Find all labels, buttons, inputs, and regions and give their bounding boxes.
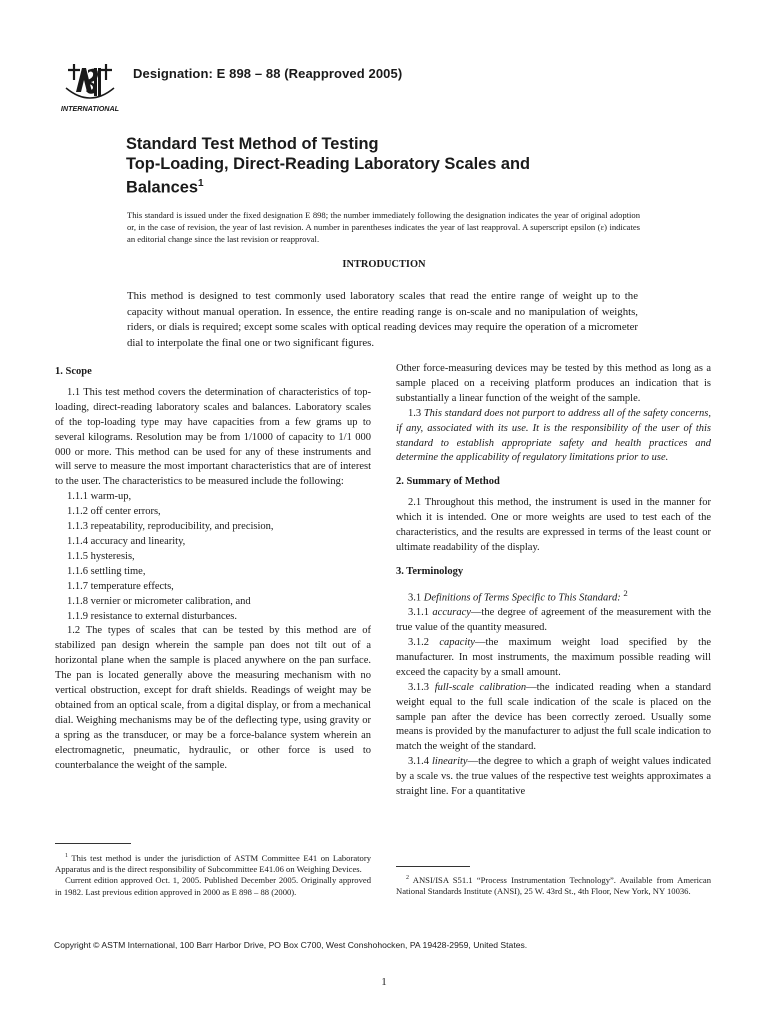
copyright-notice: Copyright © ASTM International, 100 Barr Harbor Drive, PO Box C700, West Conshohocken, PA 19428-2959, United States. [54,940,528,950]
issued-note: This standard is issued under the fixed designation E 898; the number immediately following the designation indicates the year of original adoption or, in the case of revision, the year of last revision. A number in parentheses indicates the year of last reapproval. A superscript epsilon (ε) indicates an editorial change since the last revision or reapproval. [127,210,640,244]
definition-accuracy: 3.1.1 accuracy—the degree of agreement of the measurement with the true value of the quantity measured. [396,607,712,634]
summary-heading: 2. Summary of Method [396,476,500,488]
definition-capacity: 3.1.2 capacity—the maximum weight load specified by the manufacturer. In most instruments, the maximum possible reading will exceed the capacity by a small amount. [396,637,711,678]
summary-para-2-1: 2.1 Throughout this method, the instrument is used in the manner for which it is intended. One or more weights are used to test each of the characteristics, and the results are expressed in terms of the least count or ultimate readability of the display. [396,497,711,553]
designation: Designation: E 898 – 88 (Reapproved 2005) [133,66,403,81]
title-line-3: Balances$^1$ [126,178,204,197]
footnote-rule-left [55,843,131,844]
scope-item: 1.1.6 settling time, [67,565,146,577]
scope-item: 1.1.2 off center errors, [67,506,161,518]
footnote-rule-right [396,866,470,867]
footnote-2: $^2$ ANSI/ISA S51.1 “Process Instrumentation Technology”. Available from American National Standards Institute (ANSI), 25 W. 43rd St., 4th Floor, New York, NY 10036. [396,874,711,897]
scope-item: 1.1.7 temperature effects, [67,580,174,592]
footnote-1: $^1$ This test method is under the jurisdiction of ASTM Committee E41 on Laboratory Apparatus and is the direct responsibility of Subcommittee E41.06 on Weighing Devices. Current edition approved Oct. 1, 2005. Published December 2005. Originally approved in 1982. Last previous edition approved in 2000 as E 898 – 88 (2000). [55,852,371,897]
scope-item: 1.1.5 hysteresis, [67,550,135,562]
introduction-text: This method is designed to test commonly used laboratory scales that read the entire range of weight up to the capacity without manual operation. In essence, the entire reading range is on-scale and no manipulation of weights, riders, or dials is required; except some scales with optical reading devices may require the operation of a micrometer dial to interpolate the final one or two significant figures. [127,290,638,349]
scope-item: 1.1.8 vernier or micrometer calibration, and [67,595,251,607]
document-title [126,134,686,197]
scope-item: 1.1.3 repeatability, reproducibility, and precision, [67,521,274,533]
definition-linearity: 3.1.4 linearity—the degree to which a graph of weight values indicated by a scale vs. the true values of the respective test weights approximates a straight line. For a quantitative [396,756,711,798]
astm-letters [76,68,101,96]
terminology-heading: 3. Terminology [396,565,464,577]
title-line-1: Standard Test Method of Testing [126,135,379,153]
scope-heading: 1. Scope [55,366,92,377]
introduction-heading: INTRODUCTION [342,259,426,270]
scope-para-1-3: 1.3 This standard does not purport to address all of the safety concerns, if any, associated with its use. It is the responsibility of the user of this standard to establish appropriate safety and health practices and determine the applicability of regulatory limitations prior to use. [396,407,712,464]
scope-item: 1.1.9 resistance to external disturbances. [67,610,237,622]
scope-item: 1.1.4 accuracy and linearity, [67,535,186,547]
scope-para-1-2: 1.2 The types of scales that can be tested by this method are of stabilized pan design wherein the sample pan does not tilt out of a horizontal plane when the sample is placed anywhere on the pan surface. The pan is located generally above the measuring mechanism with no vertical obstruction, except for draft shields. Readings of weight may be obtained from an optical scale, from a digital display, or from a mechanical dial. Weighing mechanisms may be of the deflecting type, using gravity or a spring as the transducer, or may be a force-balance system wherein an electromagnetic, pneumatic, hydraulic, or other force is used to counterbalance the weight of the sample. [55,625,371,771]
title-footnote-mark: 1 [197,178,204,189]
right-column [396,362,711,800]
page-number: 1 [381,976,387,988]
scope-para-1-1: 1.1 This test method covers the determination of characteristics of top-loading, direct-reading laboratory scales and balances. Laboratory scales of the top-loading type may have capacities from a few grams up to several kilograms. Resolution may be from 1/1000 of capacity to 1/1 000 000 or more. This method can be used for any of these instruments and will serve to measure the most important characteristics that are of interest to the user. The characteristics to be measured include the following: [55,386,371,488]
astm-logo [58,58,122,116]
definition-full-scale-calibration: 3.1.3 full-scale calibration—the indicated reading when a standard weight equal to the full scale indication of the scale is placed on the sample pan after the device has been correctly zeroed. Usually some means is provided by the manufacturer to adjust the full scale indication to match the weight of the standard. [396,681,711,753]
terminology-para-3-1: 3.1 Definitions of Terms Specific to This Standard: $^2$ [408,587,628,604]
logo-subtext: INTERNATIONAL [60,104,120,113]
scope-para-1-2-continued: Other force-measuring devices may be tested by this method as long as a sample placed on a receiving platform produces an indication that is substantially a linear function of the weight of the sample. [396,363,711,404]
left-column [55,365,371,773]
scope-item: 1.1.1 warm-up, [67,491,132,503]
title-line-2: Top-Loading, Direct-Reading Laboratory Scales and [126,155,531,173]
